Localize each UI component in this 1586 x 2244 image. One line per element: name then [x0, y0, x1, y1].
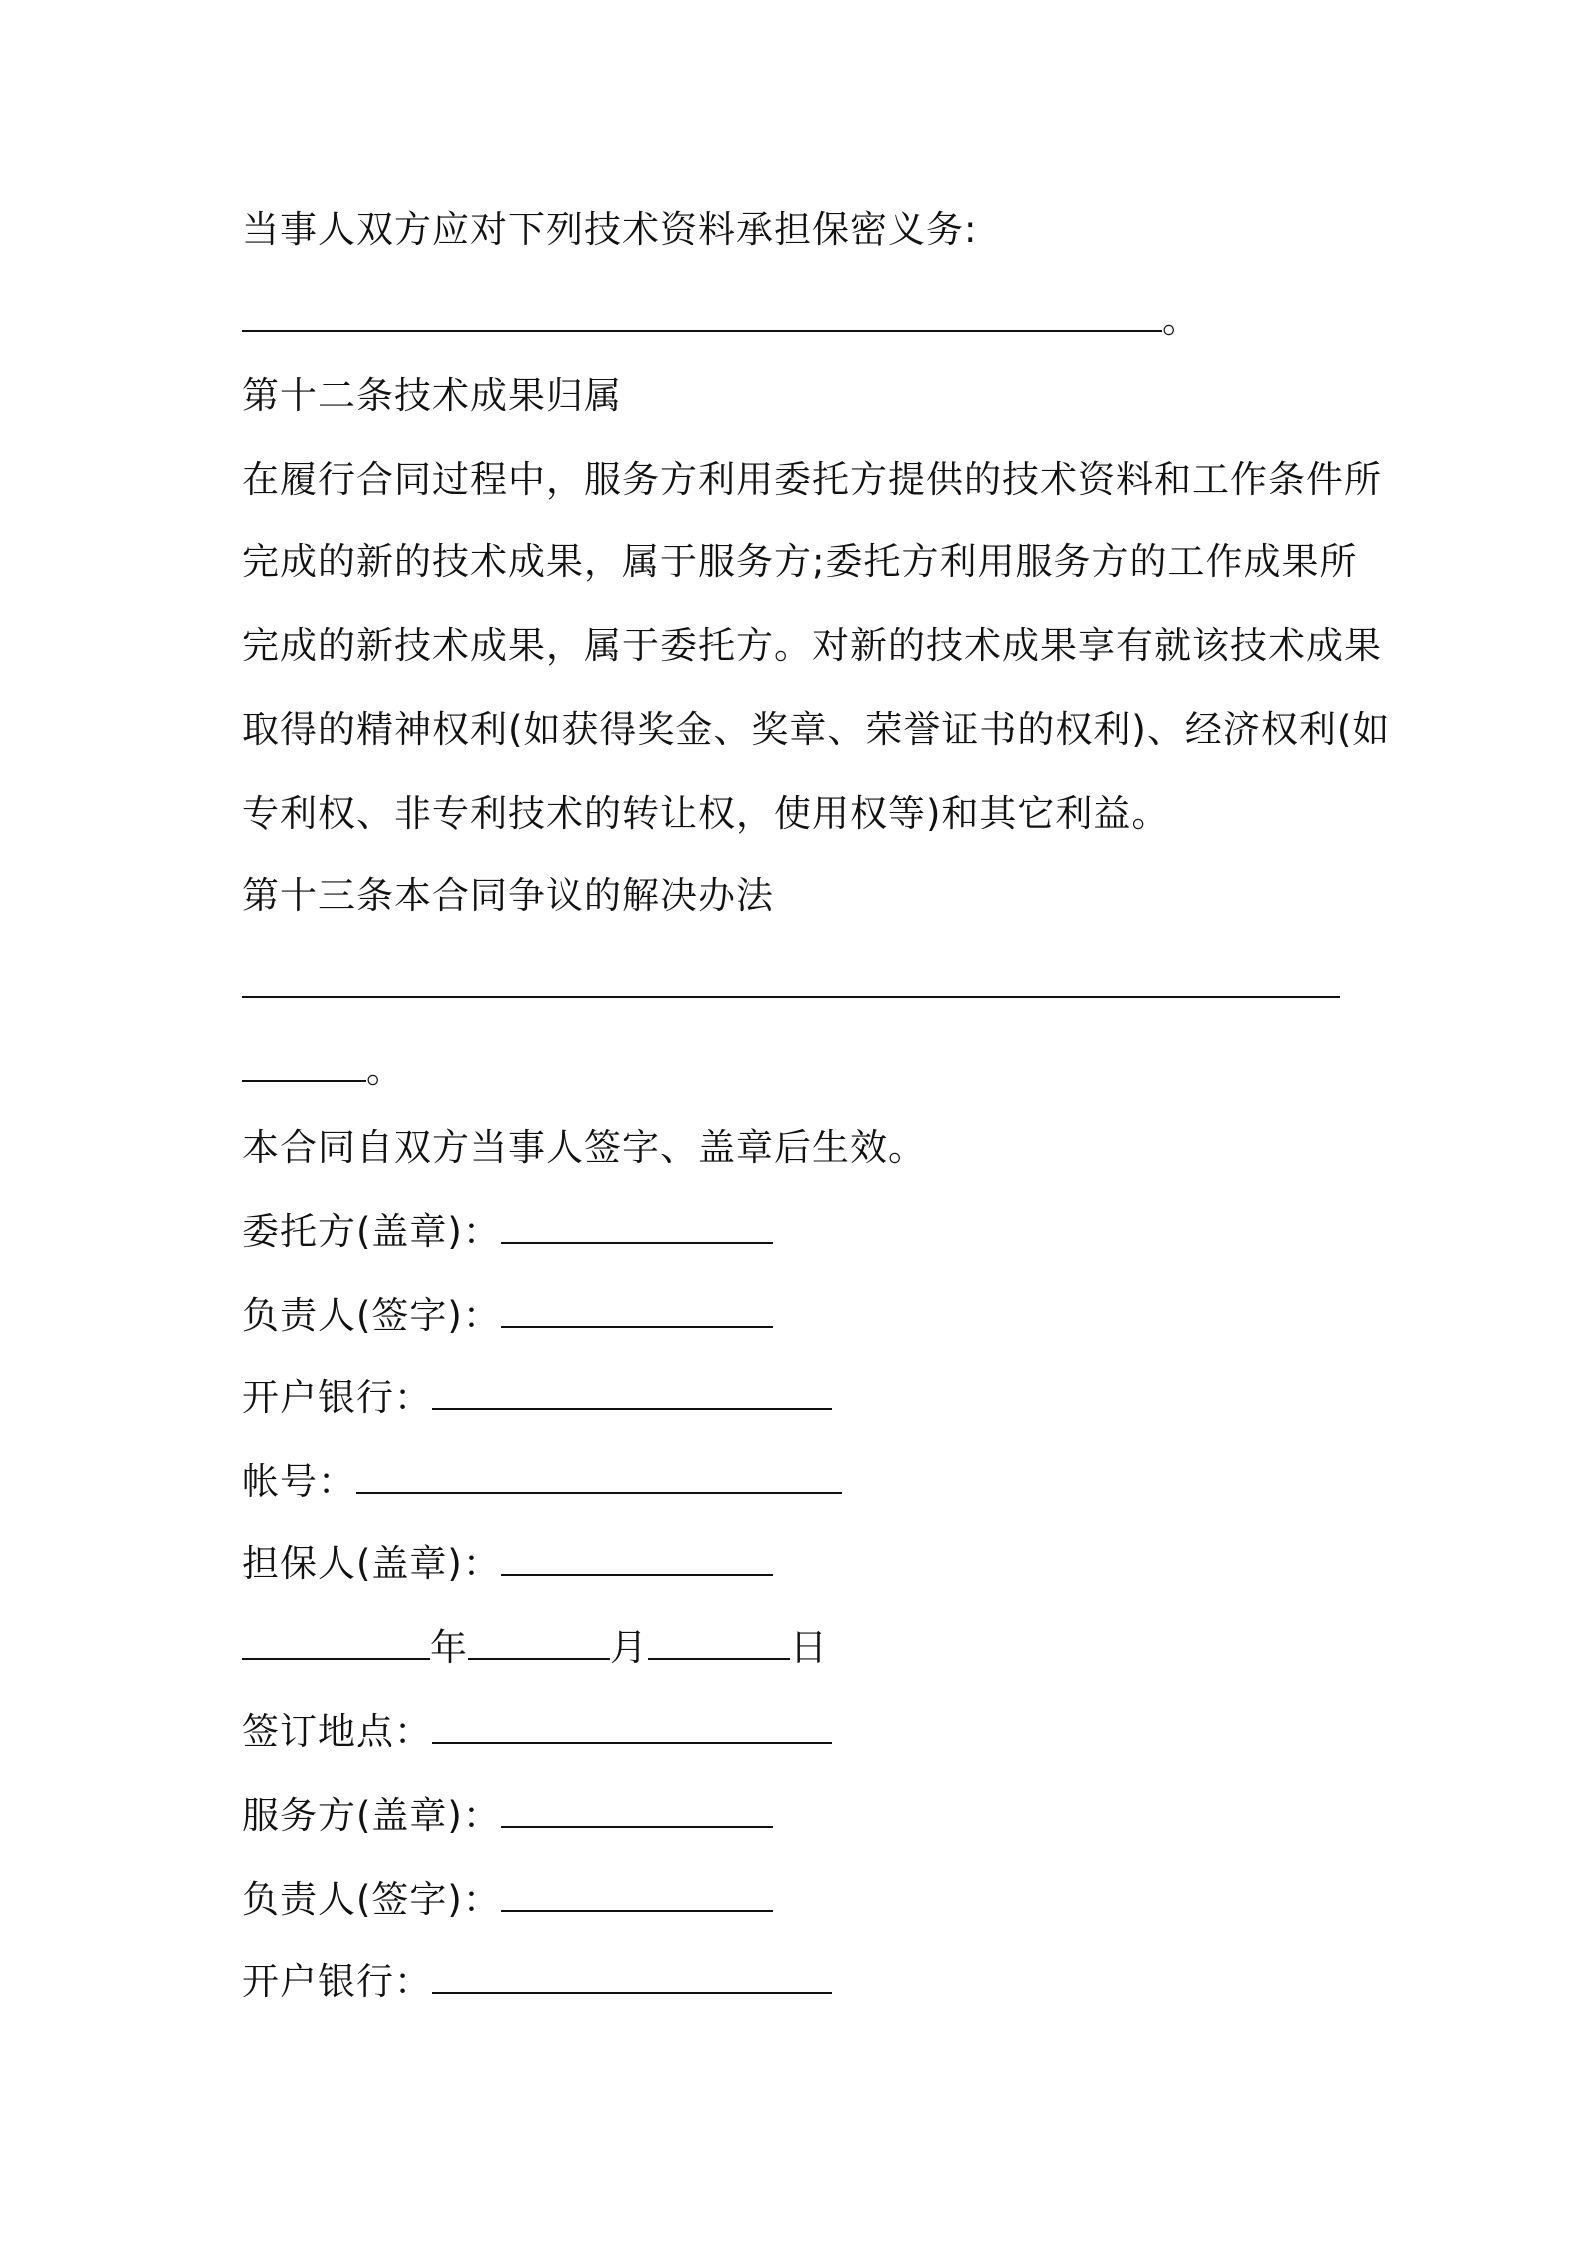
provider-seal-blank[interactable] — [501, 1796, 773, 1828]
account-label: 帐号： — [242, 1460, 356, 1503]
article12-body-line-1: 在履行合同过程中，服务方利用委托方提供的技术资料和工作条件所 — [242, 458, 1382, 501]
provider-person-label: 负责人(签字)： — [242, 1878, 501, 1921]
sign-place-label: 签订地点： — [242, 1710, 432, 1753]
sign-place-row — [242, 1708, 832, 1756]
confidentiality-intro: 当事人双方应对下列技术资料承担保密义务: — [242, 208, 978, 251]
article12-body-line-5: 专利权、非专利技术的转让权，使用权等)和其它利益。 — [242, 792, 1170, 835]
article12-title: 第十二条技术成果归属 — [242, 374, 622, 417]
account-blank[interactable] — [356, 1462, 842, 1494]
article12-body-line-4: 取得的精神权利(如获得奖金、奖章、荣誉证书的权利)、经济权利(如 — [242, 708, 1391, 751]
client-person-blank[interactable] — [501, 1296, 773, 1328]
day-blank[interactable] — [648, 1628, 790, 1660]
client-person-label: 负责人(签字)： — [242, 1294, 501, 1337]
dispute-resolution-blank-2[interactable] — [242, 1050, 366, 1082]
client-seal-row — [242, 1208, 773, 1256]
provider-bank-label: 开户银行： — [242, 1960, 432, 2003]
provider-bank-row — [242, 1958, 832, 2006]
article13-title: 第十三条本合同争议的解决办法 — [242, 874, 774, 917]
client-seal-label: 委托方(盖章)： — [242, 1210, 501, 1253]
sign-date-row — [242, 1624, 828, 1672]
month-blank[interactable] — [468, 1628, 610, 1660]
confidential-materials-blank[interactable] — [242, 300, 1162, 332]
guarantor-label: 担保人(盖章)： — [242, 1542, 501, 1585]
dispute-resolution-line-1 — [242, 962, 1340, 1010]
period: 。 — [366, 1048, 404, 1091]
guarantor-blank[interactable] — [501, 1544, 773, 1576]
effective-clause: 本合同自双方当事人签字、盖章后生效。 — [242, 1126, 926, 1169]
provider-seal-row — [242, 1792, 773, 1840]
article12-body-line-3: 完成的新技术成果，属于委托方。对新的技术成果享有就该技术成果 — [242, 624, 1382, 667]
dispute-resolution-line-2 — [242, 1046, 404, 1094]
provider-person-row — [242, 1876, 773, 1924]
client-bank-row — [242, 1374, 832, 1422]
client-bank-label: 开户银行： — [242, 1376, 432, 1419]
sign-place-blank[interactable] — [432, 1712, 832, 1744]
client-person-row — [242, 1292, 773, 1340]
year-blank[interactable] — [242, 1628, 430, 1660]
month-label: 月 — [610, 1626, 648, 1669]
client-bank-blank[interactable] — [432, 1378, 832, 1410]
day-label: 日 — [790, 1626, 828, 1669]
article12-body-line-2: 完成的新的技术成果，属于服务方;委托方利用服务方的工作成果所 — [242, 540, 1358, 583]
provider-bank-blank[interactable] — [432, 1962, 832, 1994]
provider-person-blank[interactable] — [501, 1880, 773, 1912]
period: 。 — [1162, 298, 1200, 341]
year-label: 年 — [430, 1626, 468, 1669]
confidential-materials-line — [242, 296, 1200, 344]
dispute-resolution-blank-1[interactable] — [242, 966, 1340, 998]
client-seal-blank[interactable] — [501, 1212, 773, 1244]
provider-seal-label: 服务方(盖章)： — [242, 1794, 501, 1837]
account-row — [242, 1458, 842, 1506]
guarantor-row — [242, 1540, 773, 1588]
